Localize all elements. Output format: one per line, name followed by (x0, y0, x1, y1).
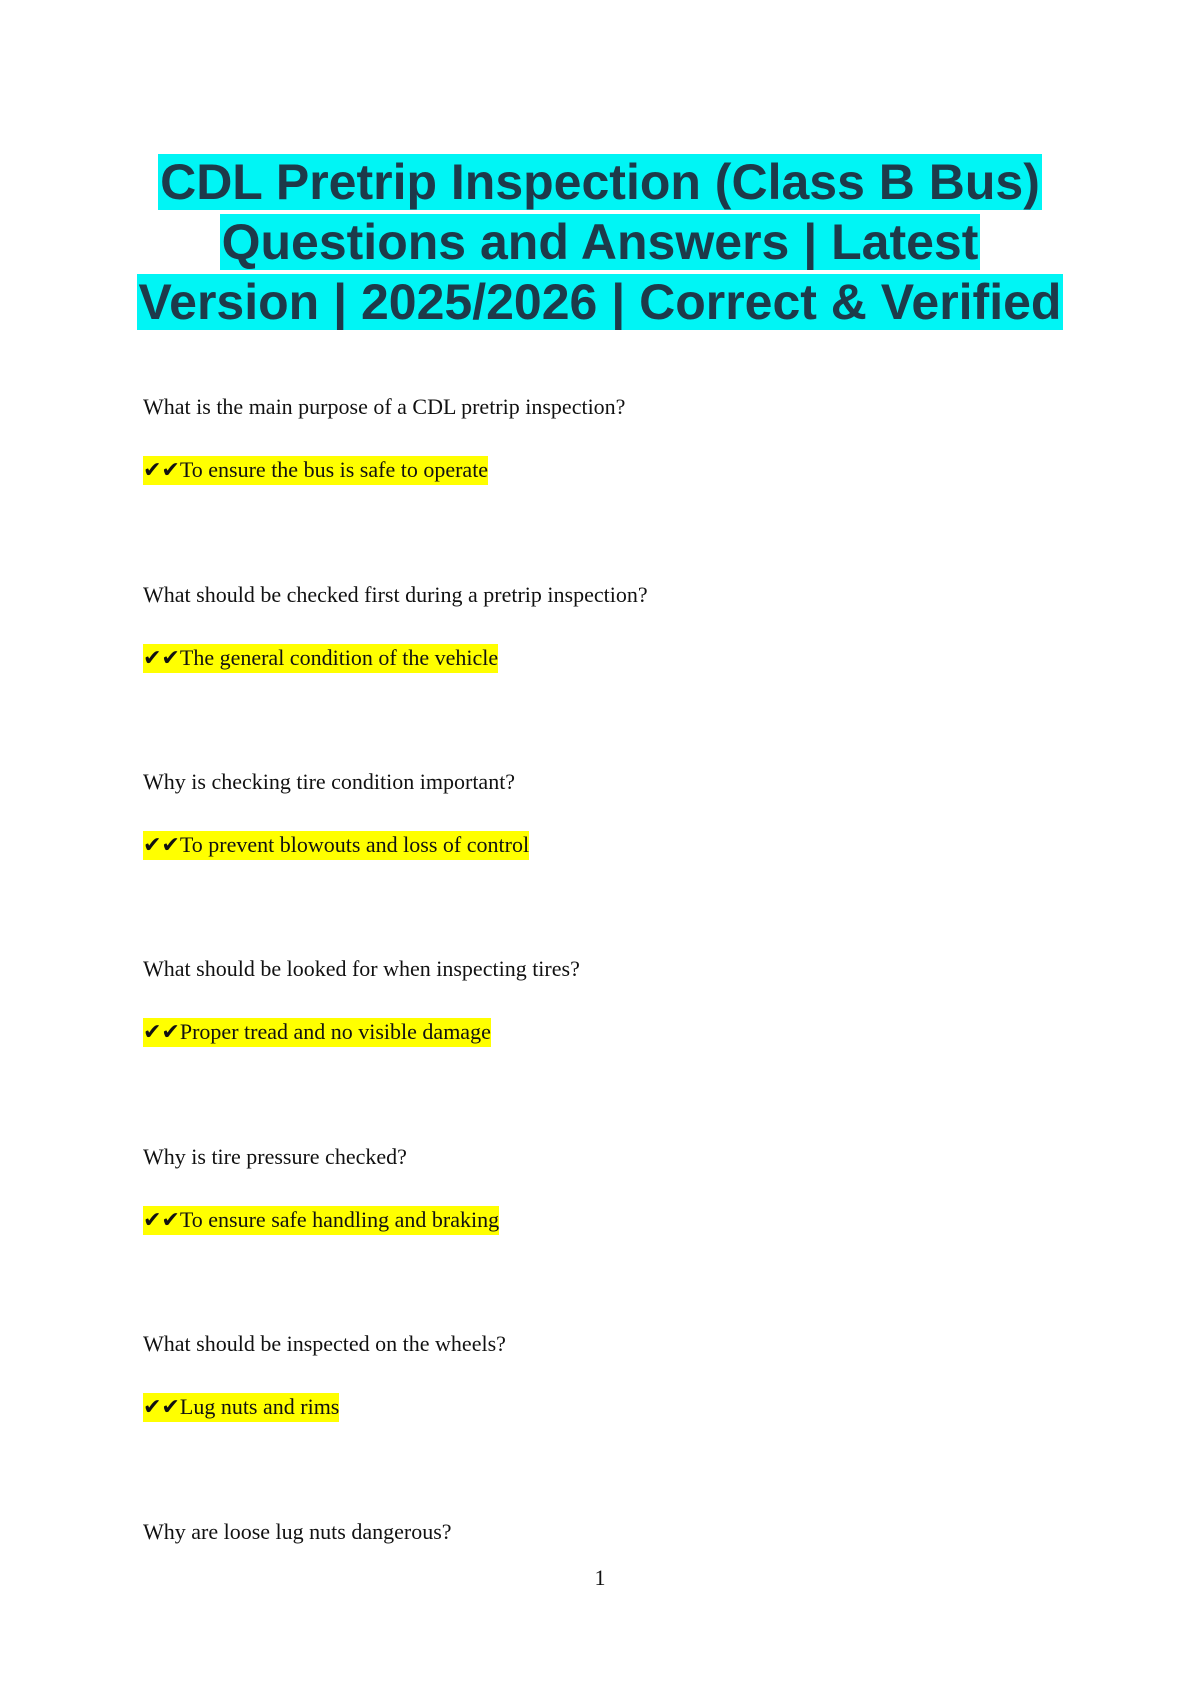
checkmark-icon: ✔✔ (143, 646, 180, 671)
title-line-3: Version | 2025/2026 | Correct & Verified (138, 274, 1062, 330)
question-text: Why is checking tire condition important? (143, 769, 516, 794)
page-number: 1 (594, 1565, 606, 1590)
question-text: What should be checked first during a pretrip inspection? (143, 582, 648, 607)
title-line-2: Questions and Answers | Latest (221, 214, 979, 270)
qa-item (143, 581, 1043, 674)
qa-item (143, 1143, 1043, 1236)
qa-item (143, 1330, 1043, 1423)
checkmark-icon: ✔✔ (143, 1020, 180, 1045)
answer-text: ✔✔Lug nuts and rims (143, 1394, 340, 1420)
question-text: Why is tire pressure checked? (143, 1144, 407, 1169)
checkmark-icon: ✔✔ (143, 458, 180, 483)
question-text: Why are loose lug nuts dangerous? (143, 1519, 452, 1544)
answer-text: ✔✔The general condition of the vehicle (143, 645, 499, 671)
question-text: What is the main purpose of a CDL pretrip inspection? (143, 394, 626, 419)
answer-text: ✔✔To ensure the bus is safe to operate (143, 457, 489, 483)
qa-item (143, 1518, 1043, 1546)
qa-item (143, 768, 1043, 861)
title-line-1: CDL Pretrip Inspection (Class B Bus) (160, 154, 1040, 210)
checkmark-icon: ✔✔ (143, 833, 180, 858)
checkmark-icon: ✔✔ (143, 1208, 180, 1233)
question-text: What should be inspected on the wheels? (143, 1331, 506, 1356)
qa-item (143, 955, 1043, 1048)
document-title (130, 152, 1070, 332)
qa-item (143, 393, 1043, 486)
answer-text: ✔✔To prevent blowouts and loss of control (143, 832, 530, 858)
checkmark-icon: ✔✔ (143, 1395, 180, 1420)
question-text: What should be looked for when inspecting tires? (143, 956, 580, 981)
answer-text: ✔✔To ensure safe handling and braking (143, 1207, 500, 1233)
answer-text: ✔✔Proper tread and no visible damage (143, 1019, 491, 1045)
